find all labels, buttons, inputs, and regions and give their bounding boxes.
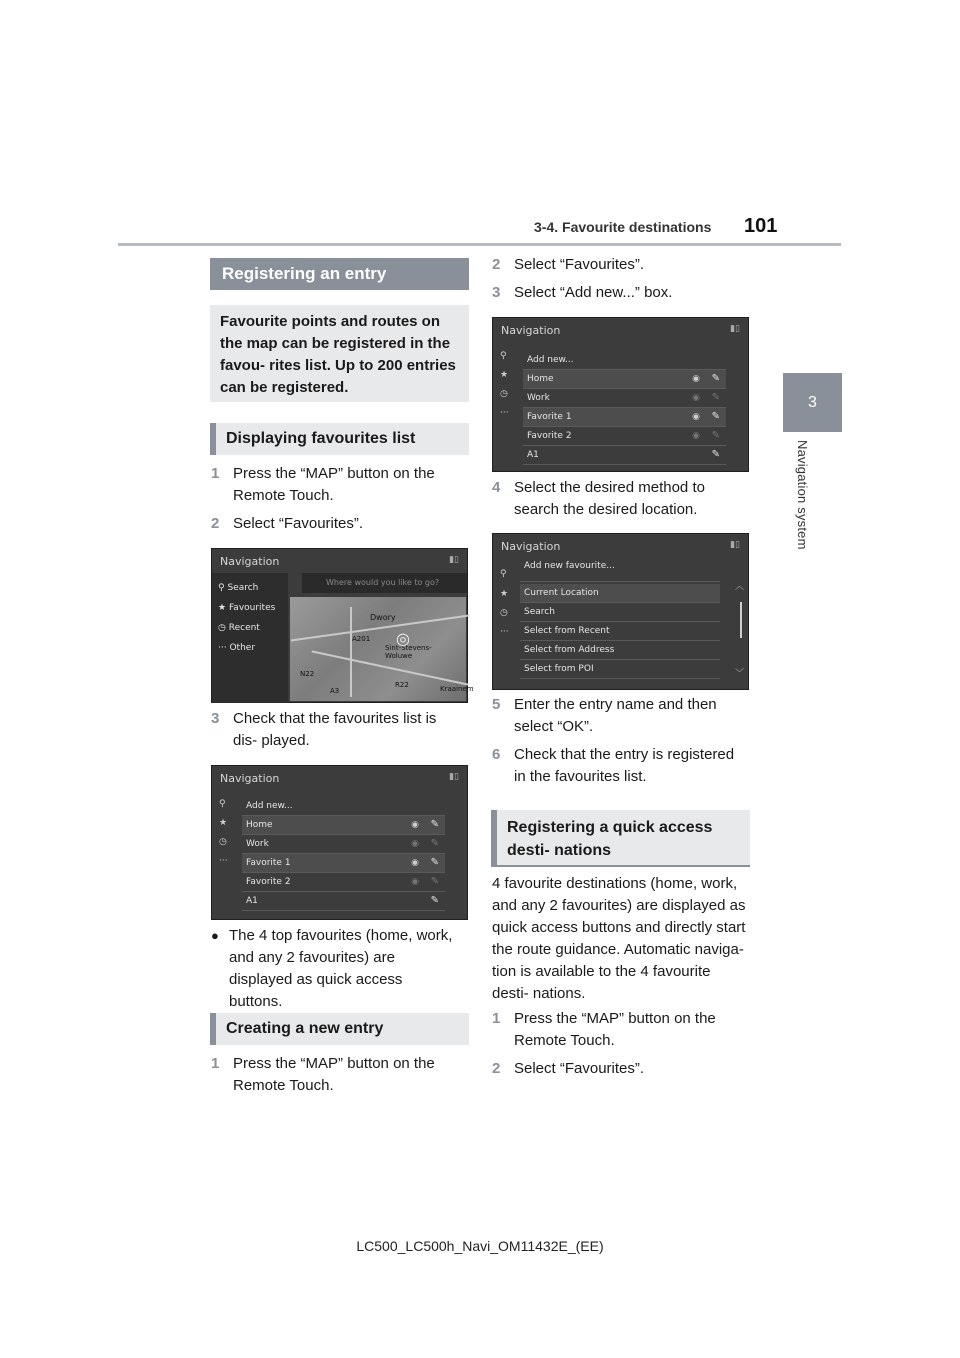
- bullet-note: [211, 925, 456, 1013]
- document-code: LC500_LC500h_Navi_OM11432E_(EE): [356, 1238, 604, 1254]
- clock-icon[interactable]: ◷: [219, 837, 227, 847]
- step-text: Select “Add new...” box.: [514, 284, 673, 301]
- step-text: Check that the favourites list is dis- played.: [233, 710, 437, 749]
- step-number: 1: [211, 465, 220, 482]
- step-number: 6: [492, 746, 501, 763]
- eye-icon[interactable]: ◉: [692, 412, 700, 422]
- eye-icon[interactable]: ◉: [411, 877, 419, 887]
- step-number: 2: [492, 256, 501, 273]
- step-6-create: [492, 744, 748, 788]
- header-divider: [118, 243, 841, 246]
- list-item[interactable]: Favorite 1 ◉ ✎: [523, 408, 726, 427]
- step-number: 2: [492, 1060, 501, 1077]
- pen-icon[interactable]: ✎: [711, 430, 720, 441]
- step-2-create: [492, 254, 732, 276]
- step-text: Enter the entry name and then select “OK”.: [514, 696, 717, 735]
- map-view[interactable]: [290, 597, 474, 701]
- quick-access-paragraph: 4 favourite destinations (home, work, and any 2 favourites) are displayed as quick access buttons and directly start the route guidance. Automatic naviga- tion is available to the 4 favourite desti- nations.: [492, 875, 746, 1002]
- menu-other[interactable]: ··· Other: [218, 643, 256, 653]
- list-item[interactable]: A1 ✎: [523, 446, 726, 465]
- chapter-label: Navigation system: [795, 440, 810, 550]
- scrollbar[interactable]: [740, 602, 742, 638]
- map-label: A3: [330, 687, 340, 695]
- step-text: Select “Favourites”.: [514, 256, 645, 273]
- bullet-icon: ●: [211, 928, 219, 943]
- clock-icon[interactable]: ◷: [500, 608, 508, 618]
- step-1-create: [211, 1053, 451, 1097]
- ellipsis-icon[interactable]: ···: [500, 408, 509, 418]
- step-3-create: [492, 282, 732, 304]
- step-text: Check that the entry is registered in the favourites list.: [514, 746, 735, 785]
- method-item[interactable]: Current Location: [520, 584, 720, 603]
- screen-title: Navigation: [501, 324, 561, 337]
- map-label: Kraainem: [440, 685, 474, 693]
- list-item[interactable]: Home ◉ ✎: [242, 816, 445, 835]
- step-text: Press the “MAP” button on the Remote Touch.: [233, 1055, 435, 1094]
- displaying-list-heading: Displaying favourites list: [210, 423, 469, 455]
- ellipsis-icon[interactable]: ···: [219, 856, 228, 866]
- status-icon: ▮▯: [449, 555, 459, 565]
- step-text: Select the desired method to search the desired location.: [514, 479, 705, 518]
- pen-icon[interactable]: ✎: [711, 449, 720, 460]
- section-header: 3-4. Favourite destinations: [534, 219, 712, 235]
- add-new-screen: [492, 317, 749, 472]
- step-number: 1: [492, 1010, 501, 1027]
- eye-icon[interactable]: ◉: [411, 820, 419, 830]
- list-item[interactable]: Home ◉ ✎: [523, 370, 726, 389]
- chevron-up-icon[interactable]: ︿: [734, 582, 744, 592]
- search-icon[interactable]: ⚲: [500, 569, 507, 579]
- chapter-tab: 3: [783, 373, 842, 432]
- eye-icon[interactable]: ◉: [692, 393, 700, 403]
- pen-icon[interactable]: ✎: [711, 411, 720, 422]
- map-label: N22: [300, 670, 315, 678]
- step-2: [211, 513, 451, 535]
- star-icon[interactable]: ★: [500, 589, 509, 599]
- method-item[interactable]: Select from Address: [520, 641, 720, 660]
- add-method-screen: [492, 533, 749, 690]
- menu-search[interactable]: ⚲ Search: [218, 583, 259, 593]
- menu-favourites[interactable]: ★ Favourites: [218, 603, 276, 613]
- star-icon[interactable]: ★: [219, 818, 228, 828]
- ellipsis-icon[interactable]: ···: [500, 627, 509, 637]
- step-text: Press the “MAP” button on the Remote Touch.: [233, 465, 435, 504]
- search-icon[interactable]: ⚲: [219, 799, 226, 809]
- map-label: Sint-Stevens-Woluwe: [385, 644, 432, 660]
- map-label: A201: [352, 635, 371, 643]
- method-item[interactable]: Select from Recent: [520, 622, 720, 641]
- ellipsis-icon: ···: [218, 643, 227, 653]
- eye-icon[interactable]: ◉: [692, 374, 700, 384]
- eye-icon[interactable]: ◉: [411, 839, 419, 849]
- clock-icon: ◷: [218, 623, 226, 633]
- step-4-create: [492, 477, 732, 521]
- step-3: [211, 708, 451, 752]
- bullet-text: The 4 top favourites (home, work, and any 2 favourites) are displayed as quick access buttons.: [229, 927, 453, 1010]
- step-number: 5: [492, 696, 501, 713]
- pen-icon[interactable]: ✎: [430, 876, 439, 887]
- step-1: [211, 463, 451, 507]
- step-text: Select “Favourites”.: [514, 1060, 645, 1077]
- add-new-favourite-header: Add new favourite...: [520, 557, 720, 582]
- step-number: 3: [211, 710, 220, 727]
- search-icon[interactable]: ⚲: [500, 351, 507, 361]
- method-item[interactable]: Select from POI: [520, 660, 720, 679]
- list-item[interactable]: Favorite 2 ◉ ✎: [523, 427, 726, 446]
- pen-icon[interactable]: ✎: [711, 373, 720, 384]
- list-item[interactable]: Work ◉ ✎: [523, 389, 726, 408]
- add-new-item[interactable]: Add new...: [523, 351, 726, 370]
- search-icon: ⚲: [218, 583, 225, 593]
- eye-icon[interactable]: ◉: [692, 431, 700, 441]
- favourites-screen: [211, 765, 468, 920]
- step-5-create: [492, 694, 732, 738]
- status-icon: ▮▯: [449, 772, 459, 782]
- star-icon: ★: [218, 603, 227, 613]
- list-item[interactable]: Favorite 2 ◉ ✎: [242, 873, 445, 892]
- list-item[interactable]: Work ◉ ✎: [242, 835, 445, 854]
- destination-search[interactable]: Where would you like to go?: [302, 573, 467, 593]
- step-number: 3: [492, 284, 501, 301]
- map-label: Dwory: [370, 613, 396, 622]
- list-item[interactable]: Add new...: [242, 797, 445, 816]
- pen-icon[interactable]: ✎: [430, 838, 439, 849]
- pen-icon[interactable]: ✎: [430, 857, 439, 868]
- step-text: Press the “MAP” button on the Remote Touch.: [514, 1010, 716, 1049]
- map-screen: [211, 548, 474, 703]
- pen-icon[interactable]: ✎: [711, 392, 720, 403]
- eye-icon[interactable]: ◉: [411, 858, 419, 868]
- list-item[interactable]: Favorite 1 ◉ ✎: [242, 854, 445, 873]
- pen-icon[interactable]: ✎: [430, 819, 439, 830]
- screen-title: Navigation: [501, 540, 561, 553]
- status-icon: ▮▯: [730, 324, 740, 334]
- quick-step-1: [492, 1008, 732, 1052]
- method-item[interactable]: Search: [520, 603, 720, 622]
- chevron-down-icon[interactable]: ﹀: [734, 669, 744, 679]
- list-item[interactable]: A1 ✎: [242, 892, 445, 911]
- quick-access-heading: Registering a quick access desti- nations: [491, 810, 750, 867]
- creating-entry-heading: Creating a new entry: [210, 1013, 469, 1045]
- status-icon: ▮▯: [730, 540, 740, 550]
- screen-title: Navigation: [220, 772, 280, 785]
- registering-entry-heading: Registering an entry: [210, 258, 469, 290]
- step-number: 2: [211, 515, 220, 532]
- step-number: 1: [211, 1055, 220, 1072]
- vehicle-position-icon: ◎: [396, 629, 410, 648]
- screen-title: Navigation: [220, 555, 280, 568]
- step-text: Select “Favourites”.: [233, 515, 364, 532]
- star-icon[interactable]: ★: [500, 370, 509, 380]
- map-menu: [212, 573, 288, 703]
- clock-icon[interactable]: ◷: [500, 389, 508, 399]
- map-label: R22: [395, 681, 409, 689]
- page-number: 101: [744, 215, 778, 237]
- pen-icon[interactable]: ✎: [430, 895, 439, 906]
- quick-step-2: [492, 1058, 732, 1080]
- menu-recent[interactable]: ◷ Recent: [218, 623, 260, 633]
- step-number: 4: [492, 479, 501, 496]
- intro-box: Favourite points and routes on the map can be registered in the favou- rites list. Up to 200 entries can be registered.: [210, 305, 469, 402]
